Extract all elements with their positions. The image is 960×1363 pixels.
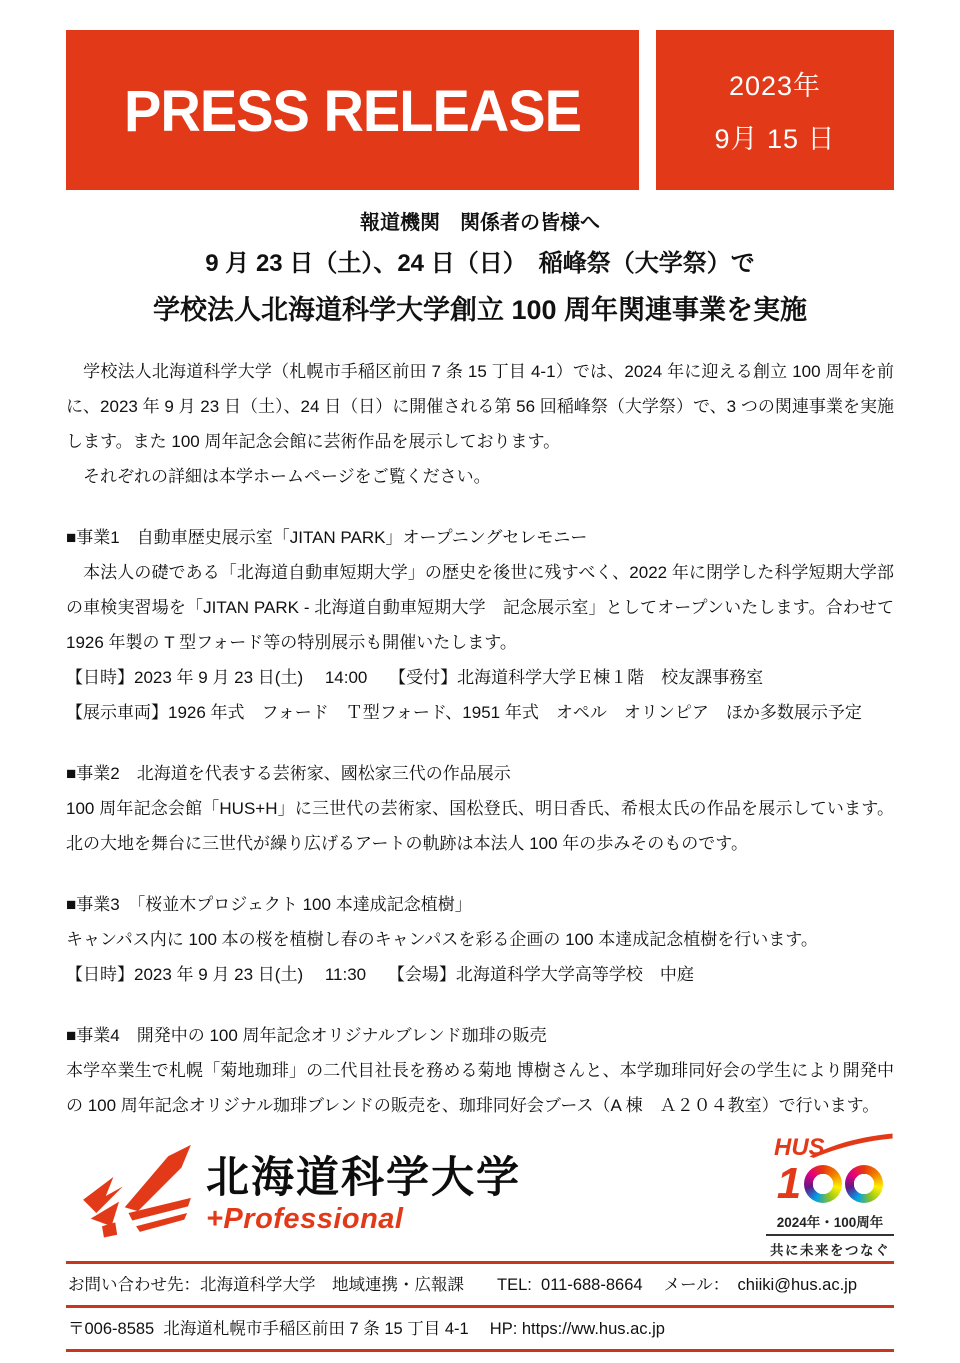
section-1-body: 本法人の礎である「北海道自動車短期大学」の歴史を後世に残すべく、2022 年に閉学した科学短期大学部の車検実習場を「JITAN PARK - 北海道自動車短期大学 記念展示室」としてオープンいたします。合わせて 1926 年製の T 型フォード等の特別展示も開催いたします。 bbox=[66, 563, 899, 652]
press-release-banner bbox=[66, 30, 639, 190]
section-4-heading: ■事業4 開発中の 100 周年記念オリジナルブレンド珈琲の販売 bbox=[66, 1026, 547, 1045]
university-tagline: +Professional bbox=[206, 1203, 404, 1235]
event-date-line: 9 月 23 日（土）、24 日（日） 稲峰祭（大学祭）で bbox=[205, 250, 755, 277]
section-3-heading: ■事業3 「桜並木プロジェクト 100 本達成記念植樹」 bbox=[66, 895, 472, 914]
intro-paragraph-2: それぞれの詳細は本学ホームページをご覧ください。 bbox=[66, 467, 491, 486]
section-2-heading: ■事業2 北海道を代表する芸術家、國松家三代の作品展示 bbox=[66, 764, 511, 783]
hus100-anniversary-logo bbox=[766, 1132, 894, 1259]
intro-paragraphs bbox=[66, 354, 894, 494]
section-4-body: 本学卒業生で札幌「菊地珈琲」の二代目社長を務める菊地 博樹さんと、本学珈琲同好会の学生により開発中の 100 周年記念オリジナル珈琲ブレンドの販売を、珈琲同好会ブース（A 棟 Ａ２０４教室）で行います。 bbox=[66, 1061, 894, 1115]
contact-line: お問い合わせ先：北海道科学大学 地域連携・広報課 TEL: 011-688-8664 メール： chiiki@hus.ac.jp bbox=[68, 1276, 858, 1294]
hus100-swoosh-icon bbox=[808, 1132, 894, 1158]
press-release-title: PRESS RELEASE bbox=[124, 76, 581, 144]
section-project-4 bbox=[66, 1018, 894, 1123]
footer-rule-bottom bbox=[66, 1349, 894, 1352]
section-1-vehicles-line: 【展示車両】1926 年式 フォード Ｔ型フォード、1951 年式 オペル オリンピア ほか多数展示予定 bbox=[66, 703, 862, 722]
university-logo-mark-icon bbox=[74, 1143, 200, 1247]
address-line: 〒006-8585 北海道札幌市手稲区前田 7 条 15 丁目 4-1 HP: https://ww.hus.ac.jp bbox=[68, 1320, 665, 1338]
document-body bbox=[0, 354, 960, 1123]
section-project-2 bbox=[66, 756, 894, 861]
section-2-body: 100 周年記念会館「HUS+H」に三世代の芸術家、国松登氏、明日香氏、希根太氏の作品を展示しています。北の大地を舞台に三世代が繰り広げるアートの軌跡は本法人 100 年の歩みそのものです。 bbox=[66, 799, 894, 853]
hus100-top bbox=[766, 1132, 894, 1162]
university-logo-text bbox=[206, 1154, 521, 1236]
hus100-year-line: 2024年・100周年 bbox=[766, 1211, 894, 1236]
hus100-slogan: 共に未来をつなぐ bbox=[770, 1242, 890, 1258]
hus100-number bbox=[766, 1158, 894, 1208]
hus100-digit-one: 1 bbox=[776, 1158, 802, 1208]
section-3-datetime-line: 【日時】2023 年 9 月 23 日(土) 11:30 【会場】北海道科学大学高等学校 中庭 bbox=[66, 965, 694, 984]
release-date-box bbox=[656, 30, 894, 190]
main-headline: 学校法人北海道科学大学創立 100 周年関連事業を実施 bbox=[152, 295, 808, 325]
title-block bbox=[0, 208, 960, 332]
section-1-datetime-line: 【日時】2023 年 9 月 23 日(土) 14:00 【受付】北海道科学大学Ｅ棟１階 校友課事務室 bbox=[66, 668, 764, 687]
release-date-year: 2023年 bbox=[728, 71, 822, 101]
hus100-mosaic-ring-icon bbox=[845, 1165, 883, 1203]
hus100-mosaic-ring-icon bbox=[804, 1165, 842, 1203]
section-project-1 bbox=[66, 520, 899, 730]
university-name: 北海道科学大学 bbox=[206, 1154, 521, 1202]
section-1-heading: ■事業1 自動車歴史展示室「JITAN PARK」オープニングセレモニー bbox=[66, 528, 588, 547]
contact-footer bbox=[66, 1261, 894, 1352]
header bbox=[0, 0, 960, 190]
addressee-line: 報道機関 関係者の皆様へ bbox=[360, 212, 600, 234]
release-date-day: 9月 15 日 bbox=[714, 124, 836, 154]
intro-paragraph-1: 学校法人北海道科学大学（札幌市手稲区前田 7 条 15 丁目 4-1）では、2024 年に迎える創立 100 周年を前に、2023 年 9 月 23 日（土）、24 日（日）に開催される第 56 回稲峰祭（大学祭）で、3 つの関連事業を実施します。また 100 周年記念会館に芸術作品を展示しております。 bbox=[66, 362, 894, 451]
section-project-3 bbox=[66, 887, 894, 992]
logo-row bbox=[0, 1133, 960, 1258]
university-logo bbox=[74, 1143, 521, 1247]
hus100-wordmark: HUS bbox=[774, 1133, 825, 1161]
section-3-body: キャンパス内に 100 本の桜を植樹し春のキャンパスを彩る企画の 100 本達成記念植樹を行います。 bbox=[66, 930, 818, 949]
